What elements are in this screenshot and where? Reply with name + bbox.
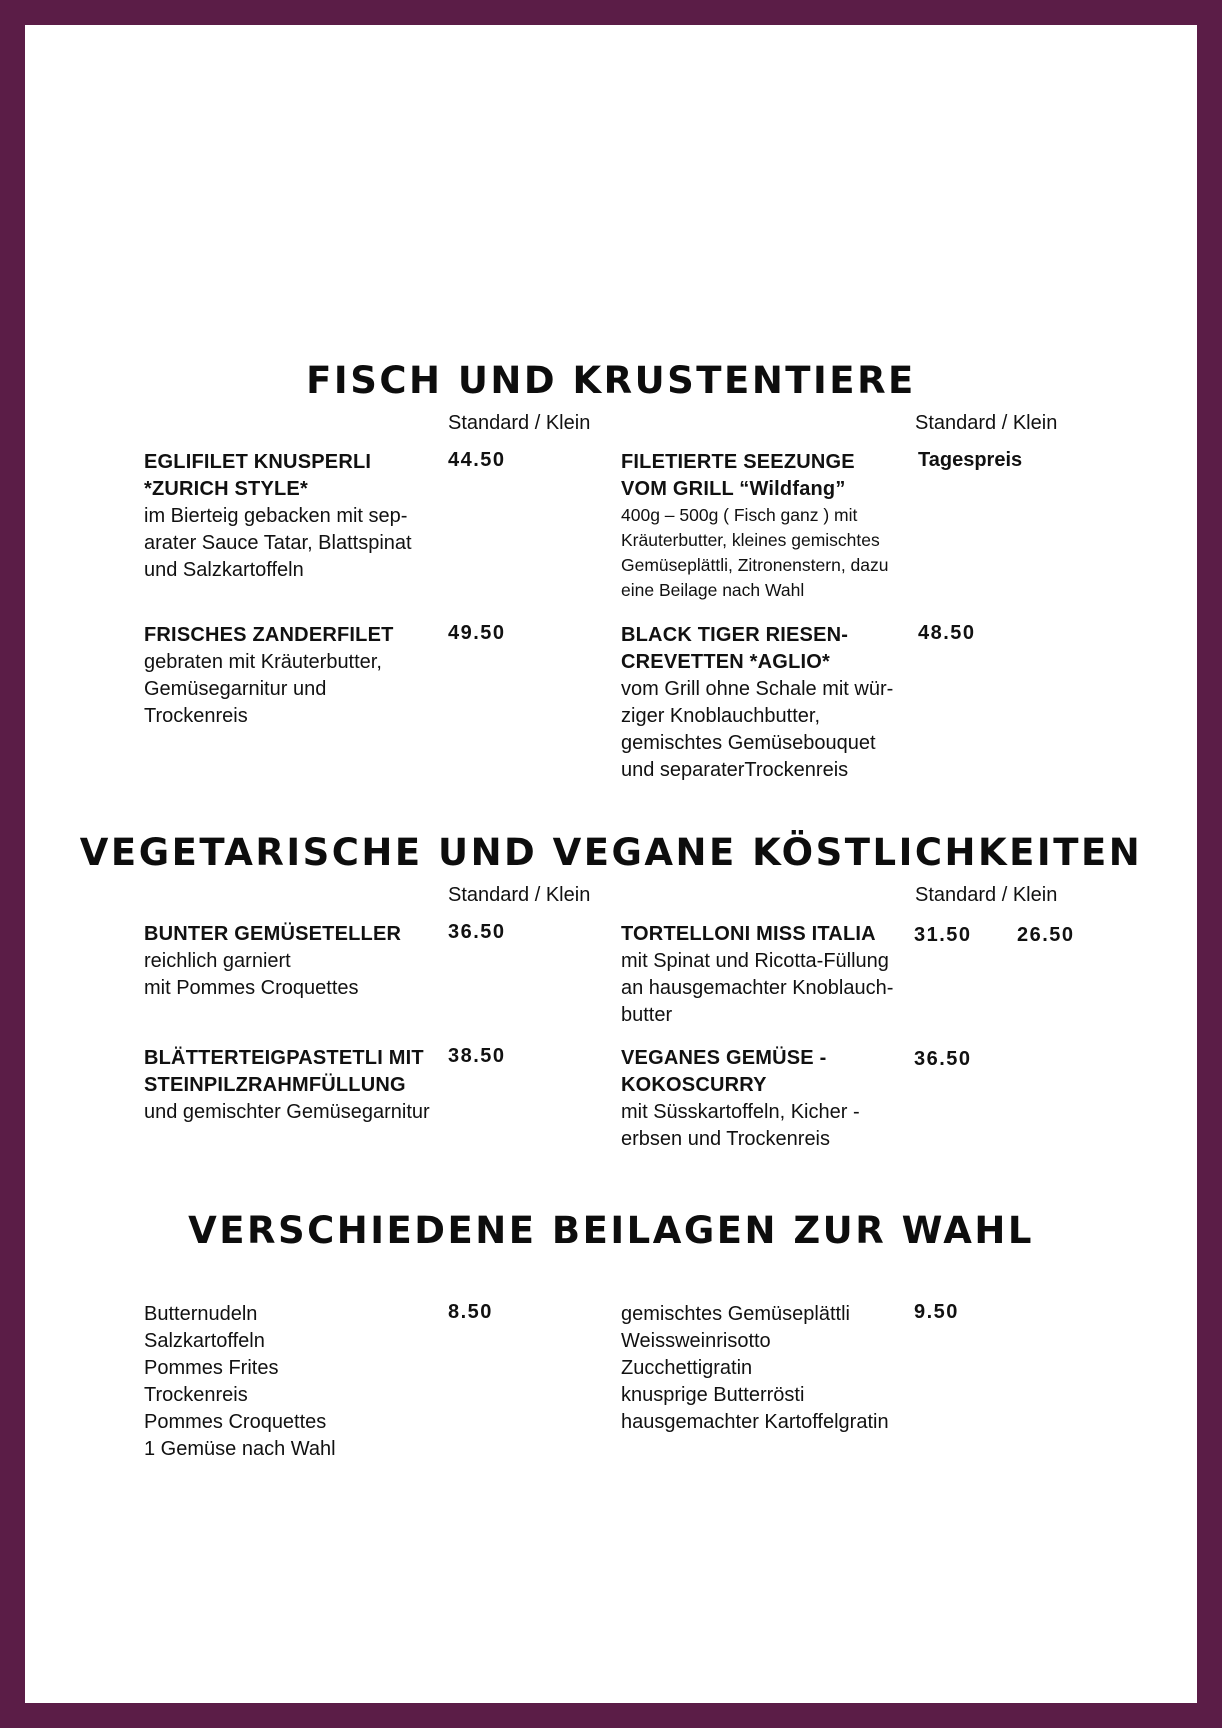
item-price: 49.50: [448, 622, 506, 644]
item-price: 36.50: [448, 921, 506, 943]
item-price-standard: 31.50: [914, 924, 972, 946]
menu-item-pastetli: [144, 1045, 464, 1126]
side-dish-price-left: 8.50: [448, 1301, 493, 1323]
section-title-beilagen: VERSCHIEDENE BEILAGEN ZUR WAHL: [188, 1209, 1034, 1252]
list-item: gemischtes Gemüseplättli: [621, 1303, 850, 1325]
side-dish-list-left: [144, 1301, 336, 1463]
side-dish-price-right: 9.50: [914, 1301, 959, 1323]
item-name: BUNTER GEMÜSETELLER: [144, 923, 402, 945]
list-item: Trockenreis: [144, 1384, 248, 1406]
item-name: EGLIFILET KNUSPERLI *ZURICH STYLE*: [144, 451, 372, 500]
menu-item-kokoscurry: [621, 1045, 921, 1153]
menu-item-eglifilet: [144, 449, 444, 584]
list-item: hausgemachter Kartoffelgratin: [621, 1411, 889, 1433]
list-item: Salzkartoffeln: [144, 1330, 265, 1352]
item-price: 44.50: [448, 449, 506, 471]
item-description: und gemischter Gemüsegarnitur: [144, 1101, 430, 1123]
item-description: reichlich garniert mit Pommes Croquettes: [144, 950, 359, 999]
list-item: Pommes Frites: [144, 1357, 279, 1379]
item-price: 36.50: [914, 1048, 972, 1070]
size-header-left: Standard / Klein: [448, 412, 591, 434]
size-header-right: Standard / Klein: [915, 884, 1058, 906]
item-name: FRISCHES ZANDERFILET: [144, 624, 394, 646]
item-name: BLÄTTERTEIGPASTETLI MIT STEINPILZRAHMFÜLLUNG: [144, 1047, 424, 1096]
menu-item-gemueseteller: [144, 921, 444, 1002]
side-dish-list-right: [621, 1301, 889, 1436]
list-item: Weissweinrisotto: [621, 1330, 771, 1352]
item-price: 38.50: [448, 1045, 506, 1067]
list-item: Butternudeln: [144, 1303, 258, 1325]
item-description: vom Grill ohne Schale mit wür- ziger Knoblauchbutter, gemischtes Gemüsebouquet und separaterTrockenreis: [621, 678, 894, 781]
menu-item-tortelloni: [621, 921, 921, 1029]
item-description: mit Spinat und Ricotta-Füllung an hausgemachter Knoblauch- butter: [621, 950, 894, 1026]
item-description: mit Süsskartoffeln, Kicher - erbsen und Trockenreis: [621, 1101, 860, 1150]
item-name: FILETIERTE SEEZUNGE VOM GRILL “Wildfang”: [621, 451, 855, 500]
item-price: 48.50: [918, 622, 976, 644]
list-item: knusprige Butterrösti: [621, 1384, 805, 1406]
item-description: gebraten mit Kräuterbutter, Gemüsegarnitur und Trockenreis: [144, 651, 382, 727]
item-description: 400g – 500g ( Fisch ganz ) mit Kräuterbutter, kleines gemischtes Gemüseplättli, Zitronenstern, dazu eine Beilage nach Wahl: [621, 505, 889, 600]
menu-page: [25, 25, 1197, 1703]
item-name: BLACK TIGER RIESEN- CREVETTEN *AGLIO*: [621, 624, 849, 673]
section-title-fisch: FISCH UND KRUSTENTIERE: [306, 359, 916, 402]
list-item: Pommes Croquettes: [144, 1411, 327, 1433]
item-price: Tagespreis: [918, 449, 1023, 471]
menu-item-seezunge: [621, 449, 931, 603]
list-item: 1 Gemüse nach Wahl: [144, 1438, 336, 1460]
item-price-small: 26.50: [1017, 924, 1075, 946]
item-description: im Bierteig gebacken mit sep- arater Sauce Tatar, Blattspinat und Salzkartoffeln: [144, 505, 412, 581]
list-item: Zucchettigratin: [621, 1357, 753, 1379]
menu-item-crevetten: [621, 622, 921, 784]
section-title-vegi: VEGETARISCHE UND VEGANE KÖSTLICHKEITEN: [79, 831, 1143, 874]
item-name: VEGANES GEMÜSE - KOKOSCURRY: [621, 1047, 827, 1096]
size-header-right: Standard / Klein: [915, 412, 1058, 434]
menu-item-zanderfilet: [144, 622, 444, 730]
item-name: TORTELLONI MISS ITALIA: [621, 923, 876, 945]
size-header-left: Standard / Klein: [448, 884, 591, 906]
